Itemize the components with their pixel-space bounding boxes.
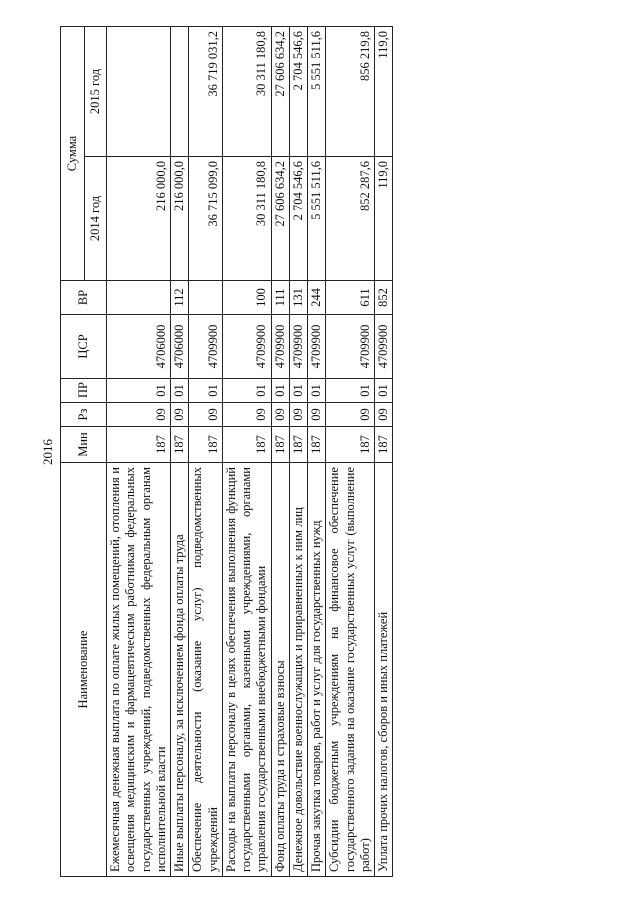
- row-min: 187: [326, 427, 375, 463]
- row-csr: 4709900: [375, 315, 393, 379]
- row-pr: 01: [289, 379, 307, 403]
- row-name: Ежемесячная денежная выплата по оплате жилых помещений, отопления и освещения медицинским и фармацевтическим работникам федеральных государственных учреждений, подведомственных федеральным органам исполнительной власти: [107, 463, 171, 877]
- row-2014: 2 704 546,6: [289, 157, 307, 281]
- table-row: [222, 27, 271, 877]
- row-2014: 852 287,6: [326, 157, 375, 281]
- row-pr: 01: [375, 379, 393, 403]
- row-name: Фонд оплаты труда и страховые взносы: [271, 463, 289, 877]
- page-number: 2016: [40, 439, 55, 465]
- table-row: [308, 27, 326, 877]
- row-csr: 4709900: [326, 315, 375, 379]
- table-row: [375, 27, 393, 877]
- row-2014: 5 551 511,6: [308, 157, 326, 281]
- row-rz: 09: [326, 403, 375, 427]
- table-row: [271, 27, 289, 877]
- table-row: [189, 27, 223, 877]
- row-vr: 852: [375, 281, 393, 315]
- row-2015: 119,0: [375, 27, 393, 157]
- row-vr: 131: [289, 281, 307, 315]
- header-vr: ВР: [61, 281, 107, 315]
- row-vr: 611: [326, 281, 375, 315]
- row-2014: 30 311 180,8: [222, 157, 271, 281]
- header-rz: Рз: [61, 403, 107, 427]
- row-2014: 119,0: [375, 157, 393, 281]
- row-pr: 01: [107, 379, 171, 403]
- row-vr: 100: [222, 281, 271, 315]
- row-min: 187: [308, 427, 326, 463]
- row-csr: 4709900: [308, 315, 326, 379]
- row-2015: 30 311 180,8: [222, 27, 271, 157]
- row-2014: 36 715 099,0: [189, 157, 223, 281]
- row-name: Уплата прочих налогов, сборов и иных платежей: [375, 463, 393, 877]
- row-min: 187: [375, 427, 393, 463]
- table-row: [326, 27, 375, 877]
- row-rz: 09: [189, 403, 223, 427]
- row-rz: 09: [308, 403, 326, 427]
- row-min: 187: [107, 427, 171, 463]
- row-min: 187: [171, 427, 189, 463]
- row-2015: 2 704 546,6: [289, 27, 307, 157]
- row-min: 187: [271, 427, 289, 463]
- table-row: [107, 27, 171, 877]
- row-pr: 01: [271, 379, 289, 403]
- row-rz: 09: [171, 403, 189, 427]
- row-csr: 4706000: [171, 315, 189, 379]
- header-name: Наименование: [61, 463, 107, 877]
- row-2015: 5 551 511,6: [308, 27, 326, 157]
- row-rz: 09: [222, 403, 271, 427]
- row-pr: 01: [326, 379, 375, 403]
- row-pr: 01: [171, 379, 189, 403]
- row-2014: 216 000,0: [107, 157, 171, 281]
- row-min: 187: [222, 427, 271, 463]
- row-rz: 09: [107, 403, 171, 427]
- row-csr: 4709900: [222, 315, 271, 379]
- table-row: [171, 27, 189, 877]
- row-name: Прочая закупка товаров, работ и услуг для государственных нужд: [308, 463, 326, 877]
- row-rz: 09: [271, 403, 289, 427]
- header-2014: 2014 год: [85, 157, 107, 281]
- row-2015: 27 606 634,2: [271, 27, 289, 157]
- row-2015: [107, 27, 171, 157]
- row-min: 187: [289, 427, 307, 463]
- row-csr: 4709900: [271, 315, 289, 379]
- row-2014: 27 606 634,2: [271, 157, 289, 281]
- row-name: Денежное довольствие военнослужащих и приравненных к ним лиц: [289, 463, 307, 877]
- header-min: Мин: [61, 427, 107, 463]
- row-csr: 4709900: [289, 315, 307, 379]
- row-vr: [189, 281, 223, 315]
- row-pr: 01: [189, 379, 223, 403]
- header-2015: 2015 год: [85, 27, 107, 157]
- row-name: Иные выплаты персоналу, за исключением фонда оплаты труда: [171, 463, 189, 877]
- header-sum: Сумма: [61, 27, 85, 281]
- row-2014: 216 000,0: [171, 157, 189, 281]
- row-vr: 244: [308, 281, 326, 315]
- row-min: 187: [189, 427, 223, 463]
- row-2015: 856 219,8: [326, 27, 375, 157]
- row-pr: 01: [222, 379, 271, 403]
- row-2015: 36 719 031,2: [189, 27, 223, 157]
- header-row: [61, 27, 85, 877]
- header-csr: ЦСР: [61, 315, 107, 379]
- row-csr: 4709900: [189, 315, 223, 379]
- budget-table: [60, 26, 393, 877]
- row-name: Обеспечение деятельности (оказание услуг) подведомственных учреждений: [189, 463, 223, 877]
- row-csr: 4706000: [107, 315, 171, 379]
- row-rz: 09: [375, 403, 393, 427]
- row-name: Расходы на выплаты персоналу в целях обеспечения выполнения функций государственными органами, казенными учреждениями, органами управления государственными внебюджетными фондами: [222, 463, 271, 877]
- row-2015: [171, 27, 189, 157]
- row-vr: 111: [271, 281, 289, 315]
- row-pr: 01: [308, 379, 326, 403]
- row-rz: 09: [289, 403, 307, 427]
- rotated-table-container: [60, 27, 580, 877]
- row-vr: 112: [171, 281, 189, 315]
- row-name: Субсидии бюджетным учреждениям на финансовое обеспечение государственного задания на оказание государственных услуг (выполнение работ): [326, 463, 375, 877]
- table-row: [289, 27, 307, 877]
- header-pr: ПР: [61, 379, 107, 403]
- row-vr: [107, 281, 171, 315]
